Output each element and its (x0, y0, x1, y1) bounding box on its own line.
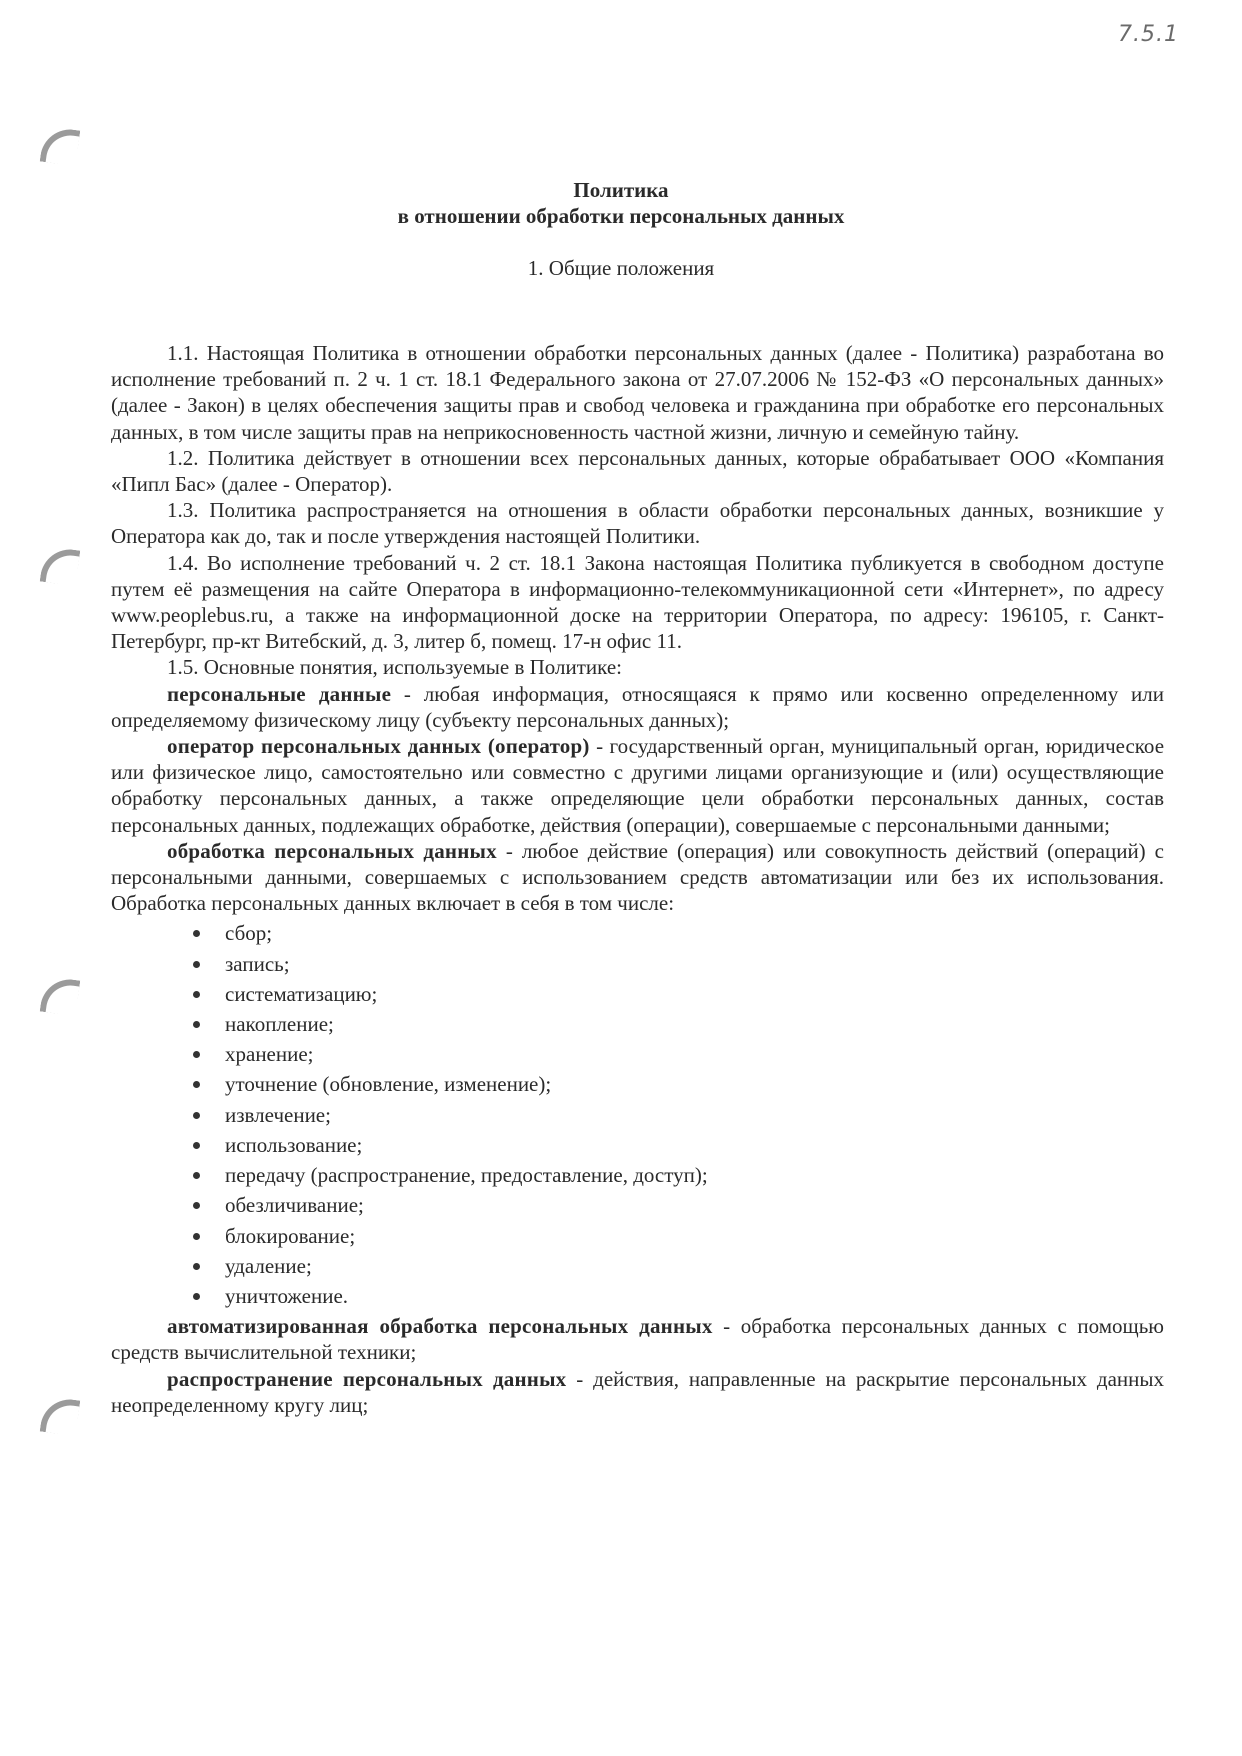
list-item-text: уточнение (обновление, изменение); (225, 1072, 552, 1097)
definition-term: распространение персональных данных (167, 1366, 567, 1391)
list-item (193, 1221, 1164, 1251)
definition (111, 1366, 1164, 1418)
definition-text: - обработка персональных данных с помощью средств вычислительной техники; (111, 1314, 1164, 1365)
punch-hole-mark-icon (40, 126, 81, 167)
list-item (193, 1039, 1164, 1069)
bullet-icon (193, 991, 200, 998)
definition (111, 733, 1164, 838)
bullet-icon (193, 1233, 200, 1240)
list-item (193, 1069, 1164, 1099)
list-item (193, 949, 1164, 979)
list-item (193, 979, 1164, 1009)
document-body (111, 340, 1164, 1418)
document-subtitle: в отношении обработки персональных данных (397, 204, 845, 228)
bullet-icon (193, 1172, 200, 1179)
bullet-icon (193, 1112, 200, 1119)
bullet-icon (193, 1051, 200, 1058)
list-item-text: блокирование; (225, 1223, 356, 1248)
list-item-text: уничтожение. (225, 1283, 349, 1308)
definition-term: обработка персональных данных (167, 838, 497, 863)
definition-term: автоматизированная обработка персональных данных (167, 1314, 713, 1339)
operations-list (111, 918, 1164, 1311)
punch-hole-mark-icon (40, 1396, 81, 1437)
list-item-text: использование; (225, 1132, 363, 1157)
bullet-icon (193, 1081, 200, 1088)
definition-text: - действия, направленные на раскрытие персональных данных неопределенному кругу лиц; (111, 1366, 1164, 1417)
punch-hole-mark-icon (40, 546, 81, 587)
bullet-icon (193, 930, 200, 937)
definition-term: персональные данные (167, 681, 392, 706)
list-item (193, 1251, 1164, 1281)
bullet-icon (193, 1293, 200, 1300)
list-item (193, 1281, 1164, 1311)
list-item (193, 1100, 1164, 1130)
list-item-text: систематизацию; (225, 981, 378, 1006)
list-item (193, 1009, 1164, 1039)
definition (111, 838, 1164, 917)
definition-term: оператор персональных данных (оператор) (167, 734, 590, 759)
list-item-text: удаление; (225, 1253, 312, 1278)
definition (111, 681, 1164, 733)
list-item-text: извлечение; (225, 1102, 331, 1127)
bullet-icon (193, 1263, 200, 1270)
definition-text: - любая информация, относящаяся к прямо или косвенно определенному или определяемому физическому лицу (субъекту персональных данных); (111, 681, 1165, 732)
list-item (193, 1160, 1164, 1190)
bullet-icon (193, 1021, 200, 1028)
paragraph-1-2: 1.2. Политика действует в отношении всех персональных данных, которые обрабатывает ООО «Компания «Пипл Бас» (далее - Оператор). (111, 445, 1164, 497)
list-item (193, 1190, 1164, 1220)
definition-text: - любое действие (операция) или совокупность действий (операций) с персональными данными, совершаемых с использованием средств автоматизации или без их использования. Обработка персональных данных включает в себя в том числе: (111, 838, 1164, 916)
list-item (193, 918, 1164, 948)
list-item-text: запись; (225, 951, 290, 976)
paragraph-1-1: 1.1. Настоящая Политика в отношении обработки персональных данных (далее - Политика) разработана во исполнение требований п. 2 ч. 1 ст. 18.1 Федерального закона от 27.07.2006 № 152-ФЗ «О персональных данных» (далее - Закон) в целях обеспечения защиты прав и свобод человека и гражданина при обработке его персональных данных, в том числе защиты прав на неприкосновенность частной жизни, личную и семейную тайну. (111, 341, 1164, 444)
paragraph-1-5: 1.5. Основные понятия, используемые в Политике: (167, 655, 622, 680)
list-item-text: хранение; (225, 1042, 314, 1067)
paragraph-1-3: 1.3. Политика распространяется на отношения в области обработки персональных данных, возникшие у Оператора как до, так и после утверждения настоящей Политики. (111, 498, 1164, 549)
list-item-text: накопление; (225, 1012, 334, 1037)
list-item-text: обезличивание; (225, 1193, 364, 1218)
handwritten-stamp: 7.5.1 (1118, 22, 1179, 47)
list-item (193, 1130, 1164, 1160)
list-item-text: передачу (распространение, предоставление, доступ); (225, 1163, 708, 1188)
definition-text: - государственный орган, муниципальный орган, юридическое или физическое лицо, самостоятельно или совместно с другими лицами организующие и (или) осуществляющие обработку персональных данных, а также определяющие цели обработки персональных данных, состав персональных данных, подлежащих обработке, действия (операции), совершаемые с персональными данными; (111, 734, 1165, 837)
paragraph-1-4: 1.4. Во исполнение требований ч. 2 ст. 18.1 Закона настоящая Политика публикуется в свободном доступе путем её размещения на сайте Оператора в информационно-телекоммуникационной сети «Интернет», по адресу www.peoplebus.ru, а также на информационной доске на территории Оператора, по адресу: 196105, г. Санкт-Петербург, пр-кт Витебский, д. 3, литер б, помещ. 17-н офис 11. (111, 550, 1164, 654)
list-item-text: сбор; (225, 921, 273, 946)
bullet-icon (193, 961, 200, 968)
section-heading: 1. Общие положения (527, 256, 715, 280)
bullet-icon (193, 1202, 200, 1209)
definition (111, 1313, 1164, 1365)
document-title: Политика (573, 178, 669, 202)
punch-hole-mark-icon (40, 976, 81, 1017)
bullet-icon (193, 1142, 200, 1149)
